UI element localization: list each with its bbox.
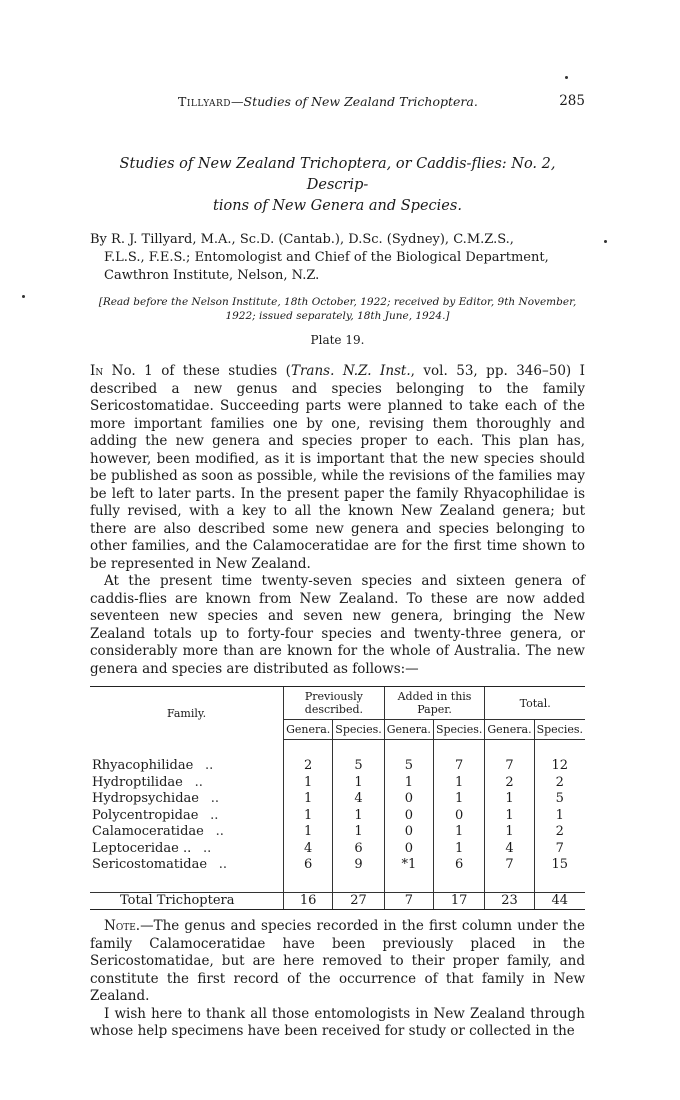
family-cell — [90, 758, 284, 775]
plate-reference: Plate 19. — [310, 333, 365, 347]
running-head — [90, 90, 585, 112]
family-name: Hydroptilidae — [92, 774, 183, 790]
totals-paragraph: At the present time twenty-seven species and sixteen genera of caddis-flies are known from New Zealand. To these are now added seventeen new species and seven new genera, bringing the New Zealand totals up to forty-four species and twenty-three genera, or considerably more than are known for the whole of Australia. The new genera and species are distributed as follows:— — [90, 573, 585, 677]
leader-dots: .. — [202, 840, 212, 856]
cell: 16 — [284, 892, 333, 910]
leader-dots: .. — [205, 758, 214, 773]
cell: 1 — [333, 808, 384, 825]
cell: 7 — [433, 758, 484, 775]
cell: 12 — [534, 758, 585, 775]
table-row — [90, 857, 585, 874]
cell: 7 — [485, 758, 534, 775]
cell: 1 — [433, 841, 484, 858]
running-head-text: —Studies of New Zealand Trichoptera. — [231, 94, 478, 109]
reading-note-line: 1922; issued separately, 18th June, 1924.] — [225, 310, 450, 322]
cell: 4 — [284, 841, 333, 858]
cell: 9 — [333, 857, 384, 874]
article-title-line: Studies of New Zealand Trichoptera, or Caddis-flies: No. 2, Descrip- — [119, 156, 556, 193]
cell: 23 — [485, 892, 534, 910]
note-text: —The genus and species recorded in the first column under the family Calamoceratidae have been previously placed in the Sericostomatidae, but are here removed to their proper family, and constitute the first record of the occurrence of that family in New Zealand. — [90, 918, 585, 1004]
added-group-header: Added in this Paper. — [384, 687, 485, 720]
cell: 0 — [433, 808, 484, 825]
article-title — [90, 154, 585, 217]
cell: 0 — [384, 841, 433, 858]
cell: 6 — [284, 857, 333, 874]
cell: 1 — [333, 824, 384, 841]
family-name: Sericostomatidae — [92, 857, 208, 872]
cell: 2 — [534, 824, 585, 841]
speck — [22, 295, 25, 298]
cell: 4 — [333, 791, 384, 808]
cell: 5 — [384, 758, 433, 775]
cell: 1 — [485, 808, 534, 825]
note-paragraph — [90, 918, 585, 1006]
distribution-table — [90, 686, 585, 910]
cell: 17 — [433, 892, 484, 910]
genera-column-header: Genera. — [384, 720, 433, 740]
journal-reference: Trans. N.Z. Inst. — [290, 363, 411, 379]
leader-dots: .. — [194, 774, 203, 790]
family-cell — [90, 808, 284, 825]
paragraph-text: , vol. 53, pp. 346–50) I described a new genus and species belonging to the family Sericostomatidae. Succeeding parts were planned to take each of the more important families one by one, revising them thoroughly and adding the new genera and species proper to each. This plan has, however, been modified, as it is important that the new species should be published as soon as possible, while the revisions of the families may be left to later parts. In the present paper the family Rhyacophilidae is fully revised, with a key to all the known New Zealand genera; but there are also described some new genera and species belonging to other families, and the Calamoceratidae are for the first time shown to be represented in New Zealand. — [90, 363, 585, 572]
cell: 27 — [333, 892, 384, 910]
genera-column-header: Genera. — [284, 720, 333, 740]
family-cell — [90, 791, 284, 808]
reading-note — [90, 295, 585, 323]
table-row — [90, 824, 585, 841]
cell: 1 — [433, 791, 484, 808]
acknowledgement-paragraph: I wish here to thank all those entomologists in New Zealand through whose help specimens have been received for study or collected in the — [90, 1005, 585, 1039]
running-head-author: Tillyard — [178, 94, 232, 109]
cell: 5 — [534, 791, 585, 808]
table-row — [90, 791, 585, 808]
byline — [90, 231, 585, 285]
leader-dots: .. — [218, 857, 228, 872]
family-name: Rhyacophilidae — [92, 758, 194, 773]
cell: 1 — [384, 775, 433, 792]
document-page — [90, 90, 585, 1041]
cell: 7 — [384, 892, 433, 910]
cell: 0 — [384, 824, 433, 841]
table-row — [90, 808, 585, 825]
family-cell — [90, 824, 284, 841]
family-name: Hydropsychidae — [92, 791, 199, 806]
cell: 1 — [433, 824, 484, 841]
speck — [565, 76, 568, 79]
byline-line: By R. J. Tillyard, M.A., Sc.D. (Cantab.), D.Sc. (Sydney), C.M.Z.S., — [90, 232, 514, 247]
family-cell — [90, 857, 284, 874]
cell: 2 — [284, 758, 333, 775]
leader-dots: .. — [210, 807, 219, 823]
cell: 6 — [333, 841, 384, 858]
cell: 44 — [534, 892, 585, 910]
byline-line: F.L.S., F.E.S.; Entomologist and Chief of the Biological Department, — [104, 250, 549, 265]
cell: 1 — [333, 775, 384, 792]
cell: 1 — [284, 775, 333, 792]
family-cell — [90, 841, 284, 858]
running-head-title — [178, 94, 478, 109]
table-spacer — [90, 874, 585, 893]
article-title-line: tions of New Genera and Species. — [213, 198, 462, 214]
leader-dots: .. — [215, 824, 224, 839]
table-spacer — [90, 740, 585, 759]
family-name: Polycentropidae — [92, 807, 199, 823]
cell: *1 — [384, 857, 433, 874]
genera-column-header: Genera. — [485, 720, 534, 740]
species-column-header: Species. — [333, 720, 384, 740]
cell: 4 — [485, 841, 534, 858]
cell: 7 — [534, 841, 585, 858]
table-row — [90, 841, 585, 858]
previous-group-header: Previously described. — [284, 687, 385, 720]
table-row — [90, 775, 585, 792]
byline-line: Cawthron Institute, Nelson, N.Z. — [104, 268, 320, 283]
cell: 5 — [333, 758, 384, 775]
species-column-header: Species. — [534, 720, 585, 740]
family-column-header: Family. — [90, 687, 284, 740]
total-label: Total Trichoptera — [90, 892, 284, 910]
cell: 1 — [433, 775, 484, 792]
cell: 1 — [284, 808, 333, 825]
family-name: Calamoceratidae — [92, 824, 204, 839]
total-group-header: Total. — [485, 687, 585, 720]
note-label: Note. — [104, 918, 141, 934]
cell: 15 — [534, 857, 585, 874]
cell: 7 — [485, 857, 534, 874]
leader-dots: .. — [210, 791, 219, 806]
cell: 2 — [485, 775, 534, 792]
cell: 1 — [284, 824, 333, 841]
total-row — [90, 892, 585, 910]
page-number: 285 — [559, 93, 585, 109]
family-name: Leptoceridae .. — [92, 840, 192, 856]
cell: 0 — [384, 808, 433, 825]
table-row — [90, 758, 585, 775]
cell: 1 — [485, 791, 534, 808]
reading-note-line: [Read before the Nelson Institute, 18th October, 1922; received by Editor, 9th November, — [98, 296, 577, 308]
cell: 1 — [485, 824, 534, 841]
intro-paragraph — [90, 363, 585, 573]
cell: 2 — [534, 775, 585, 792]
drop-word: In — [90, 363, 104, 379]
species-column-header: Species. — [433, 720, 484, 740]
cell: 1 — [534, 808, 585, 825]
table-group-header — [90, 687, 585, 720]
speck — [604, 240, 607, 243]
cell: 0 — [384, 791, 433, 808]
paragraph-text: No. 1 of these studies ( — [103, 363, 291, 379]
cell: 6 — [433, 857, 484, 874]
cell: 1 — [284, 791, 333, 808]
family-cell — [90, 775, 284, 792]
